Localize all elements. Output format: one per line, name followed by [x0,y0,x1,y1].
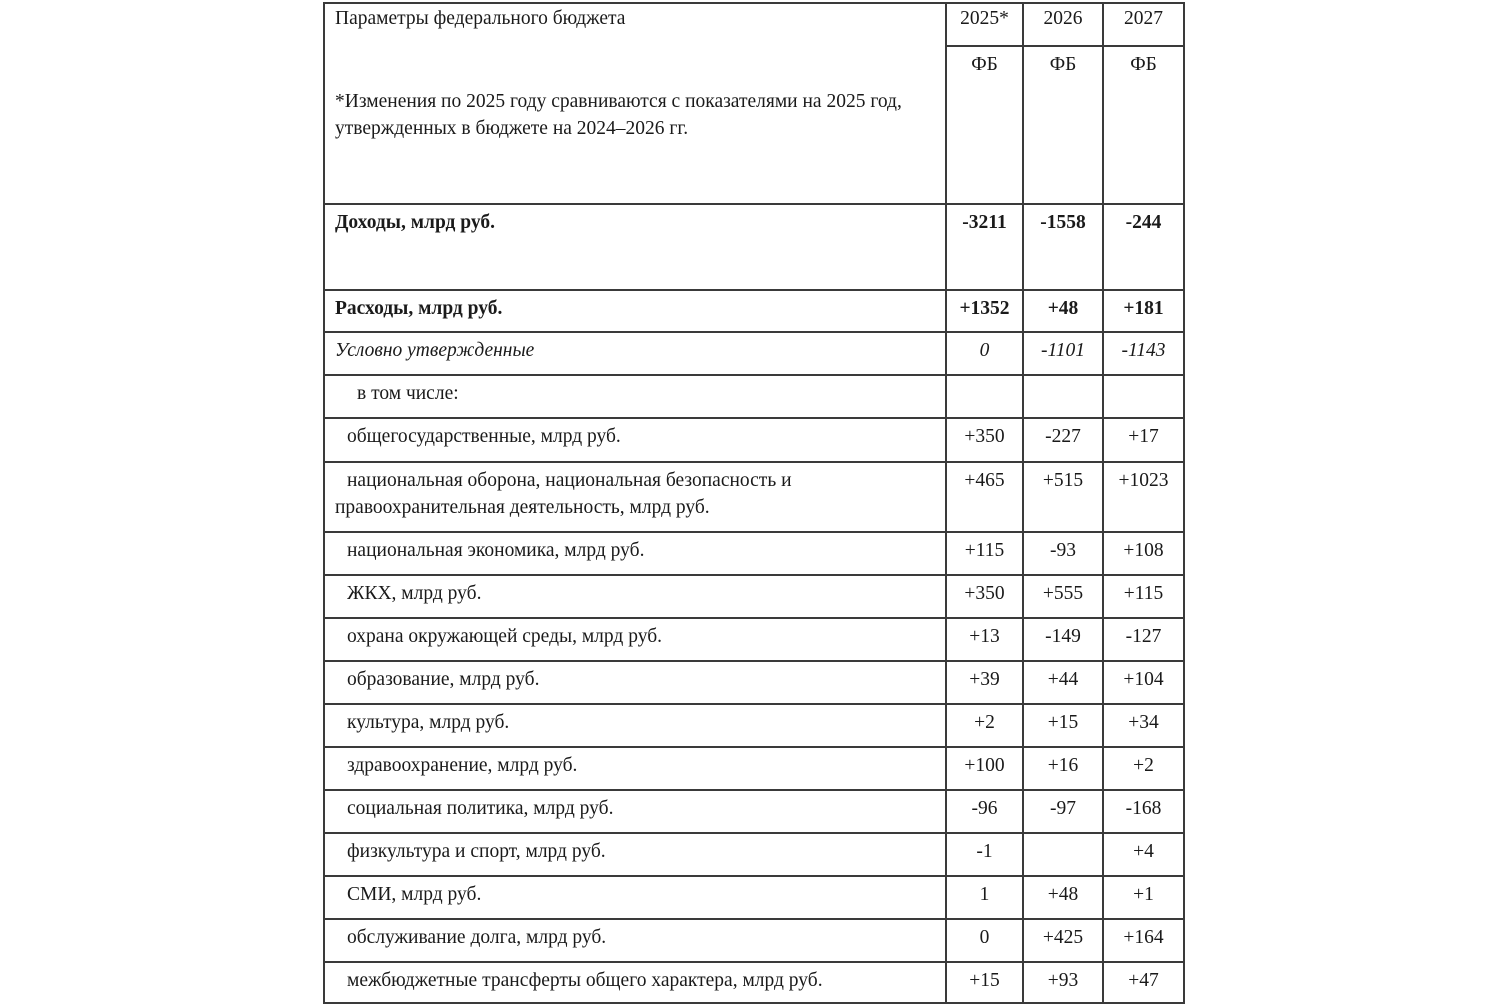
value-2026: -97 [1023,790,1103,833]
value-2025: +15 [946,962,1023,1003]
value-2025: -3211 [946,204,1023,290]
value-2025: +115 [946,532,1023,575]
row-label: образование, млрд руб. [324,661,946,704]
budget-table-container [323,2,1182,1004]
row-label: культура, млрд руб. [324,704,946,747]
table-row-debt-service [324,919,1184,962]
table-row-housing-utilities [324,575,1184,618]
value-2025: +350 [946,575,1023,618]
table-row-interbudget-transfers [324,962,1184,1003]
row-label: межбюджетные трансферты общего характера, млрд руб. [324,962,946,1003]
value-2026: +425 [1023,919,1103,962]
value-2025: +100 [946,747,1023,790]
value-2027: -1143 [1103,332,1184,375]
row-label: социальная политика, млрд руб. [324,790,946,833]
subheader-2026: ФБ [1023,46,1103,204]
header-row-years [324,3,1184,46]
value-2025: -96 [946,790,1023,833]
value-2027: -244 [1103,204,1184,290]
value-2025: 0 [946,332,1023,375]
value-2025: +350 [946,418,1023,462]
row-label: охрана окружающей среды, млрд руб. [324,618,946,661]
value-2027: +17 [1103,418,1184,462]
value-2026: -1101 [1023,332,1103,375]
year-2026-header: 2026 [1023,3,1103,46]
value-2026: +555 [1023,575,1103,618]
value-2027: +1 [1103,876,1184,919]
value-2025 [946,375,1023,418]
value-2026: +515 [1023,462,1103,532]
year-2027-header: 2027 [1103,3,1184,46]
row-label: ЖКХ, млрд руб. [324,575,946,618]
value-2026: +15 [1023,704,1103,747]
value-2025: +465 [946,462,1023,532]
value-2027: +2 [1103,747,1184,790]
value-2027: +164 [1103,919,1184,962]
value-2027: +34 [1103,704,1184,747]
value-2027: +104 [1103,661,1184,704]
value-2025: +2 [946,704,1023,747]
value-2025: +1352 [946,290,1023,332]
value-2026: +93 [1023,962,1103,1003]
value-2027: -168 [1103,790,1184,833]
table-row-sport [324,833,1184,876]
value-2026: +48 [1023,290,1103,332]
value-2025: 0 [946,919,1023,962]
value-2027: +47 [1103,962,1184,1003]
value-2026 [1023,375,1103,418]
value-2027: +181 [1103,290,1184,332]
table-row-expenses [324,290,1184,332]
table-row-healthcare [324,747,1184,790]
value-2027: +4 [1103,833,1184,876]
row-label: Доходы, млрд руб. [324,204,946,290]
table-row-revenue [324,204,1184,290]
federal-budget-table [323,2,1185,1004]
value-2026: -93 [1023,532,1103,575]
row-label: общегосударственные, млрд руб. [324,418,946,462]
row-label: Условно утвержденные [324,332,946,375]
value-2026: -227 [1023,418,1103,462]
table-row-including [324,375,1184,418]
value-2025: 1 [946,876,1023,919]
row-label: национальная оборона, национальная безопасность и правоохранительная деятельность, млрд руб. [324,462,946,532]
value-2027: +115 [1103,575,1184,618]
value-2025: +39 [946,661,1023,704]
value-2027: +108 [1103,532,1184,575]
value-2027: -127 [1103,618,1184,661]
row-label: физкультура и спорт, млрд руб. [324,833,946,876]
table-row-national-economy [324,532,1184,575]
subheader-2025: ФБ [946,46,1023,204]
table-footnote: *Изменения по 2025 году сравниваются с показателями на 2025 год, утвержденных в бюджете на 2024–2026 гг. [335,91,902,139]
table-row-social-policy [324,790,1184,833]
table-row-national-defense [324,462,1184,532]
table-row-environment [324,618,1184,661]
value-2026: +16 [1023,747,1103,790]
subheader-2027: ФБ [1103,46,1184,204]
table-row-culture [324,704,1184,747]
table-row-media [324,876,1184,919]
header-title-cell [324,3,946,204]
value-2025: -1 [946,833,1023,876]
table-row-education [324,661,1184,704]
year-2025-header: 2025* [946,3,1023,46]
table-row-general-state [324,418,1184,462]
value-2026 [1023,833,1103,876]
value-2027: +1023 [1103,462,1184,532]
value-2026: -149 [1023,618,1103,661]
value-2026: +48 [1023,876,1103,919]
table-row-conditionally-approved [324,332,1184,375]
row-label: здравоохранение, млрд руб. [324,747,946,790]
value-2026: -1558 [1023,204,1103,290]
table-title: Параметры федерального бюджета [335,8,626,29]
value-2025: +13 [946,618,1023,661]
row-label: национальная экономика, млрд руб. [324,532,946,575]
value-2026: +44 [1023,661,1103,704]
value-2027 [1103,375,1184,418]
row-label: обслуживание долга, млрд руб. [324,919,946,962]
row-label: в том числе: [324,375,946,418]
row-label: СМИ, млрд руб. [324,876,946,919]
row-label: Расходы, млрд руб. [324,290,946,332]
